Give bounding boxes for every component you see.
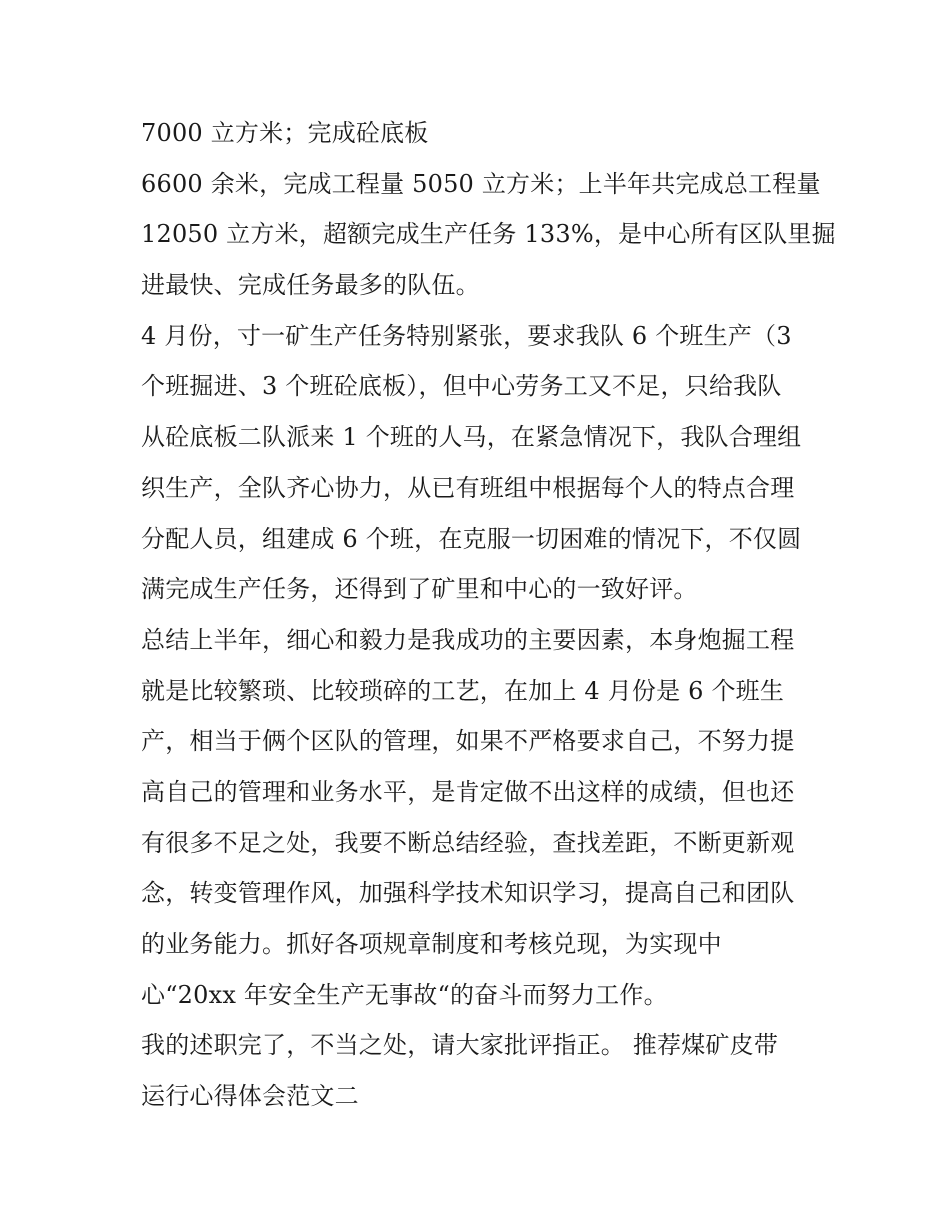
text-line: 心“20xx 年安全生产无事故“的奋斗而努力工作。 (141, 980, 668, 1009)
text-line: 总结上半年，细心和毅力是我成功的主要因素，本身炮掘工程 (141, 625, 795, 654)
text-line: 高自己的管理和业务水平，是肯定做不出这样的成绩，但也还 (141, 777, 795, 806)
text-line: 织生产，全队齐心协力，从已有班组中根据每个人的特点合理 (141, 473, 795, 502)
text-line: 我的述职完了，不当之处，请大家批评指正。 推荐煤矿皮带 (141, 1031, 779, 1060)
text-line: 6600 余米，完成工程量 5050 立方米；上半年共完成总工程量 (141, 169, 821, 198)
text-line: 12050 立方米，超额完成生产任务 133%，是中心所有区队里掘 (141, 220, 836, 249)
text-line: 从砼底板二队派来 1 个班的人马，在紧急情况下，我队合理组 (141, 423, 802, 452)
text-line: 7000 立方米；完成砼底板 (141, 119, 429, 147)
text-line: 有很多不足之处，我要不断总结经验，查找差距，不断更新观 (141, 828, 795, 857)
text-line: 就是比较繁琐、比较琐碎的工艺，在加上 4 月份是 6 个班生 (141, 676, 785, 705)
text-line: 进最快、完成任务最多的队伍。 (141, 271, 480, 300)
text-line: 的业务能力。抓好各项规章制度和考核兑现，为实现中 (141, 930, 722, 958)
text-line: 分配人员，组建成 6 个班，在克服一切困难的情况下，不仅圆 (141, 524, 802, 553)
text-line: 念，转变管理作风，加强科学技术知识学习，提高自己和团队 (141, 879, 795, 908)
document-body (141, 108, 836, 1122)
text-line: 满完成生产任务，还得到了矿里和中心的一致好评。 (141, 575, 698, 604)
text-line: 4 月份，寸一矿生产任务特别紧张，要求我队 6 个班生产（3 (141, 321, 792, 350)
text-line: 产，相当于俩个区队的管理，如果不严格要求自己，不努力提 (141, 727, 795, 756)
text-line: 个班掘进、3 个班砼底板），但中心劳务工又不足，只给我队 (141, 372, 782, 401)
text-line: 运行心得体会范文二 (141, 1082, 359, 1111)
